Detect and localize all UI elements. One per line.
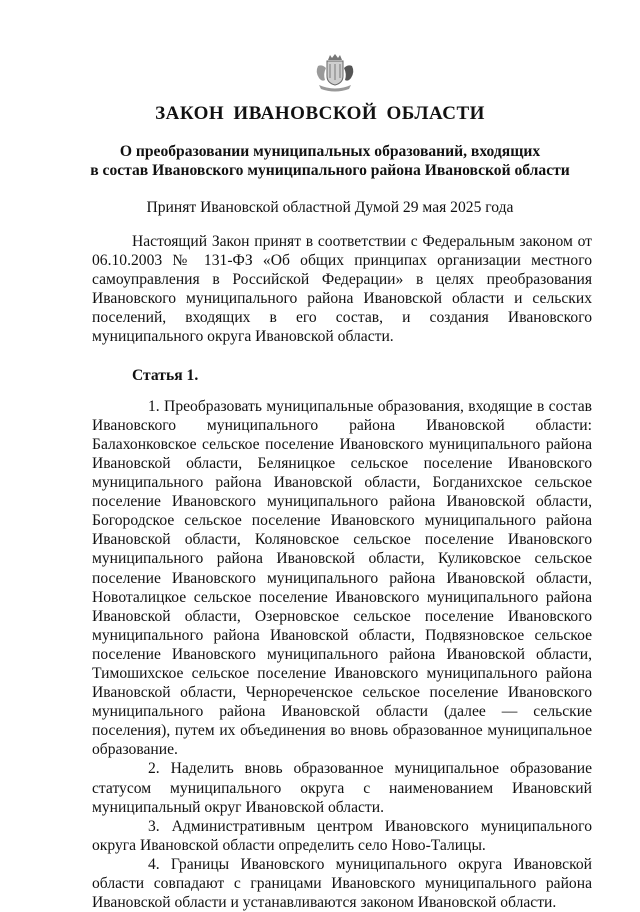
clause-2: 2. Наделить вновь образованное муниципальное образование статусом муниципального округа с наименованием Ивановский муниципальный округ Ивановской области. [92,760,592,816]
clause-3: 3. Административным центром Ивановского муниципального округа Ивановской области определить село Ново-Талицы. [92,817,592,854]
article-heading: Статья 1. [132,366,199,384]
adoption-statement: Принят Ивановской областной Думой 29 мая 2025 года [146,199,514,216]
clause-4: 4. Границы Ивановского муниципального округа Ивановской области совпадают с границами Ивановского муниципального района Ивановской области и устанавливаются законом Ивановской области. [92,855,592,912]
law-subtitle [80,142,580,180]
law-body [92,232,592,912]
coat-of-arms-icon [313,52,357,94]
subtitle-line-1: О преобразовании муниципальных образований, входящих [119,143,541,160]
law-title: ЗАКОН ИВАНОВСКОЙ ОБЛАСТИ [155,103,485,124]
clause-1: 1. Преобразовать муниципальные образования, входящие в состав Ивановского муниципального района Ивановской области: Балахонковское сельское поселение Ивановского муниципального района Ивановской области, Беляницкое сельское поселение Ивановского муниципального района Ивановской области, Богданихское сельское поселение Ивановского муниципального района Ивановской области, Богородское сельское поселение Ивановского муниципального района Ивановской области, Коляновское сельское поселение Ивановского муниципального района Ивановской области, Куликовское сельское поселение Ивановского муниципального района Ивановской области, Новоталицкое сельское поселение Ивановского муниципального района Ивановской области, Озерновское сельское поселение Ивановского муниципального района Ивановской области, Подвязновское сельское поселение Ивановского муниципального района Ивановской области, Тимошихское сельское поселение Ивановского муниципального района Ивановской области, Чернореченское сельское поселение Ивановского муниципального района Ивановской области (далее — сельские поселения), путем их объединения во вновь образованное муниципальное образование. [92,397,592,759]
subtitle-line-2: в состав Ивановского муниципального района Ивановской области [90,162,570,179]
preamble-paragraph: Настоящий Закон принят в соответствии с Федеральным законом от 06.10.2003 № 131-ФЗ «Об общих принципах организации местного самоуправления в Российской Федерации» в целях преобразования Ивановского муниципального района Ивановской области и сельских поселений, входящих в его состав, и создания Ивановского муниципального округа Ивановской области. [92,233,592,346]
